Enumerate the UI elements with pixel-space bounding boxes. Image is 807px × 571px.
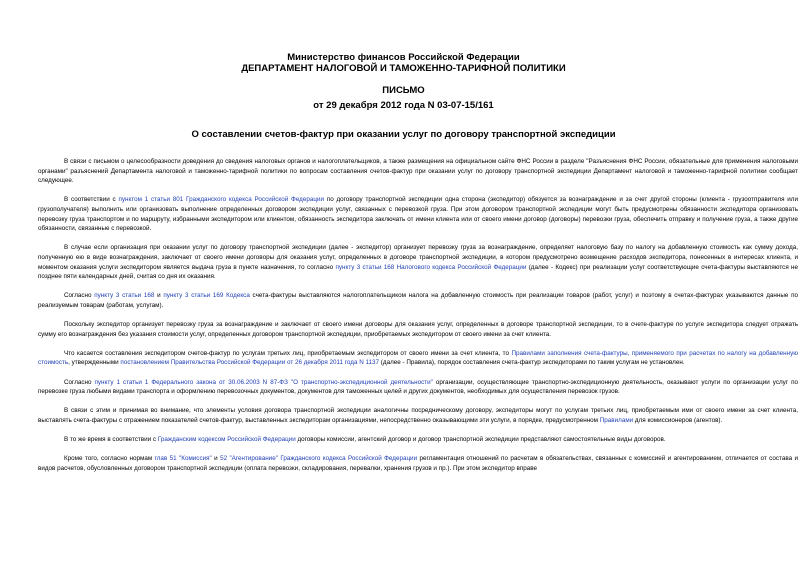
paragraph <box>38 157 798 186</box>
paragraph-text: В соответствии с <box>64 196 119 204</box>
paragraph-text: и <box>154 292 164 300</box>
paragraph <box>38 291 798 310</box>
paragraph <box>38 378 798 397</box>
legal-reference-link[interactable]: глав 51 "Комиссия" <box>154 455 212 463</box>
paragraph-text: Кроме того, согласно нормам <box>64 455 155 463</box>
paragraph-text: Согласно <box>64 378 95 386</box>
paragraph-text: договоры комиссии, агентский договор и договор транспортной экспедиции представляют самостоятельные виды договоров. <box>295 436 666 444</box>
ministry-name: Министерство финансов Российской Федерации <box>287 52 520 63</box>
document-date-number: от 29 декабря 2012 года N 03-07-15/161 <box>313 100 494 111</box>
paragraph <box>38 349 798 368</box>
legal-reference-link[interactable]: 52 "Агентирование" Гражданского кодекса Российской Федерации <box>220 455 418 463</box>
paragraph <box>38 435 798 445</box>
paragraph-text: по договору транспортной экспедиции одна сторона (экспедитор) обязуется за вознаграждение и за счет другой стороны (клиента - грузоотправителя или грузополучателя) выполнить или организовать выполнение определенных договором экспедиции услуг, связанных с перевозкой груза. При этом договором транспортной экспедиции могут быть предусмотрены обязанности экспедитора организовать перевозку груза транспортом и по маршруту, избранными экспедитором или клиентом, обязанность экспедитора заключать от имени клиента или от своего имени договор (договоры) перевозки груза, обеспечить отправку и получение груза, а также другие обязанности, связанные с перевозкой. <box>38 196 798 233</box>
paragraph-text: (далее - Правила), порядок составления счета-фактур экспедиторами по таким услугам не установлен. <box>379 359 685 367</box>
paragraph-text: счета-фактуры выставляются налогоплательщиком налога на добавленную стоимость при реализации товаров (работ, услуг) и поэтому в счетах-фактурах указываются данные по реализуемым товарам (работам, услугам). <box>38 292 798 309</box>
paragraph-text: В то же время в соответствии с <box>64 436 158 444</box>
document-title: О составлении счетов-фактур при оказании услуг по договору транспортной экспедиции <box>191 129 616 140</box>
legal-reference-link[interactable]: пунктом 1 статьи 801 Гражданского кодекса Российской Федерации <box>118 196 325 204</box>
paragraph-text: В связи с письмом о целесообразности доведения до сведения налоговых органов и налогоплательщиков, а также размещения на официальном сайте ФНС России в разделе "Разъяснения ФНС России, обязательные для применения налоговыми органами" разъяснений Департамента налоговой и таможенно-тарифной политики по вопросам составления счетов-фактур при оказании услуг по договору транспортной экспедиции Департамент налоговой и таможенно-тарифной политики сообщает следующее. <box>38 158 798 185</box>
department-name: ДЕПАРТАМЕНТ НАЛОГОВОЙ И ТАМОЖЕННО-ТАРИФНОЙ ПОЛИТИКИ <box>241 63 566 74</box>
paragraph-text: Поскольку экспедитор организует перевозку груза за вознаграждение и заключает от своего имени договоры для оказания услуг, определенных в договоре транспортной экспедиции, то в счете-фактуре по услуге экспедитора следует отражать сумму его вознаграждения без указания стоимости услуг, определенных договором транспортной экспедиции, приобретаемых экспедитором от своего имени за счет клиента. <box>38 321 798 338</box>
paragraph-text: В связи с этим и принимая во внимание, что элементы условия договора транспортной экспедиции аналогичны посредническому договору, экспедиторы могут по услугам третьих лиц, приобретаемым ими от своего имени за счет клиента, выставлять счета-фактуры с отражением показателей счетов-фактур, выставленных экспедиторам организациями, непосредственно оказывающими эти услуги, в порядке, предусмотренном <box>38 407 798 425</box>
document-body <box>38 157 798 483</box>
paragraph-text: (далее - Кодекс) при реализации услуг соответствующие счета-фактуры выставляются не позднее пяти календарных дней, считая со дня их оказания. <box>38 263 798 281</box>
paragraph-text: , утвержденными <box>68 359 121 367</box>
paragraph <box>38 195 798 233</box>
paragraph <box>38 320 798 339</box>
legal-reference-link[interactable]: пункту 3 статьи 169 Кодекса <box>163 292 250 300</box>
paragraph-text: Что касается составления экспедитором счетов-фактур по услугам третьих лиц, приобретаемым экспедитором от своего имени за счет клиента, то <box>64 349 512 357</box>
paragraph-text: В случае если организация при оказании услуг по договору транспортной экспедиции (далее - экспедитор) организует перевозку груза за вознаграждение, определяет налоговую базу по налогу на добавленную стоимость как сумму дохода, полученную ею в виде вознаграждения, заключает от своего имени договоры для оказания услуг, определенных в договоре транспортной экспедиции, в котором предусмотрено возмещение расходов экспедитора, понесенных в интересах клиента, и моментом оказания услуги экспедитором является выдача груза в пункте назначения, то согласно <box>38 244 798 271</box>
legal-reference-link[interactable]: Правилами <box>599 417 634 425</box>
paragraph <box>38 406 798 425</box>
paragraph <box>38 243 798 281</box>
document-type: ПИСЬМО <box>382 85 425 96</box>
legal-reference-link[interactable]: Правилами заполнения счета-фактуры, применяемого при расчетах по налогу на добавленную стоимость <box>38 349 799 367</box>
paragraph-text: для комиссионеров (агентов). <box>633 417 723 425</box>
paragraph-text: регламентация отношений по расчетам в обязательствах, связанных с комиссией и агентированием, отличается от состава и видов расчетов, обусловленных договором транспортной экспедиции (оплата перевозки, складирования, перевалки, хранения грузов и пр.). При этом экспедитор вправе <box>38 455 798 472</box>
legal-reference-link[interactable]: Гражданским кодексом Российской Федерации <box>157 436 296 444</box>
legal-reference-link[interactable]: пункту 3 статьи 168 <box>94 292 155 300</box>
paragraph <box>38 454 798 473</box>
legal-reference-link[interactable]: пункту 3 статьи 168 Налогового кодекса Российской Федерации <box>335 263 527 271</box>
paragraph-text: организации, осуществляющие транспортно-экспедиционную деятельность, оказывают услуги по организации услуг по перевозке груза любыми видами транспорта и оформлению перевозочных документов, документов для таможенных целей и других документов, необходимых для осуществления перевозок грузов. <box>38 378 799 396</box>
paragraph-text: Согласно <box>64 292 95 300</box>
legal-reference-link[interactable]: постановлением Правительства Российской Федерации от 26 декабря 2011 года N 1137 <box>120 359 380 367</box>
paragraph-text: и <box>211 455 221 463</box>
legal-reference-link[interactable]: пункту 1 статьи 1 Федерального закона от 30.06.2003 N 87-ФЗ "О транспортно-экспедиционной деятельности" <box>94 378 433 386</box>
